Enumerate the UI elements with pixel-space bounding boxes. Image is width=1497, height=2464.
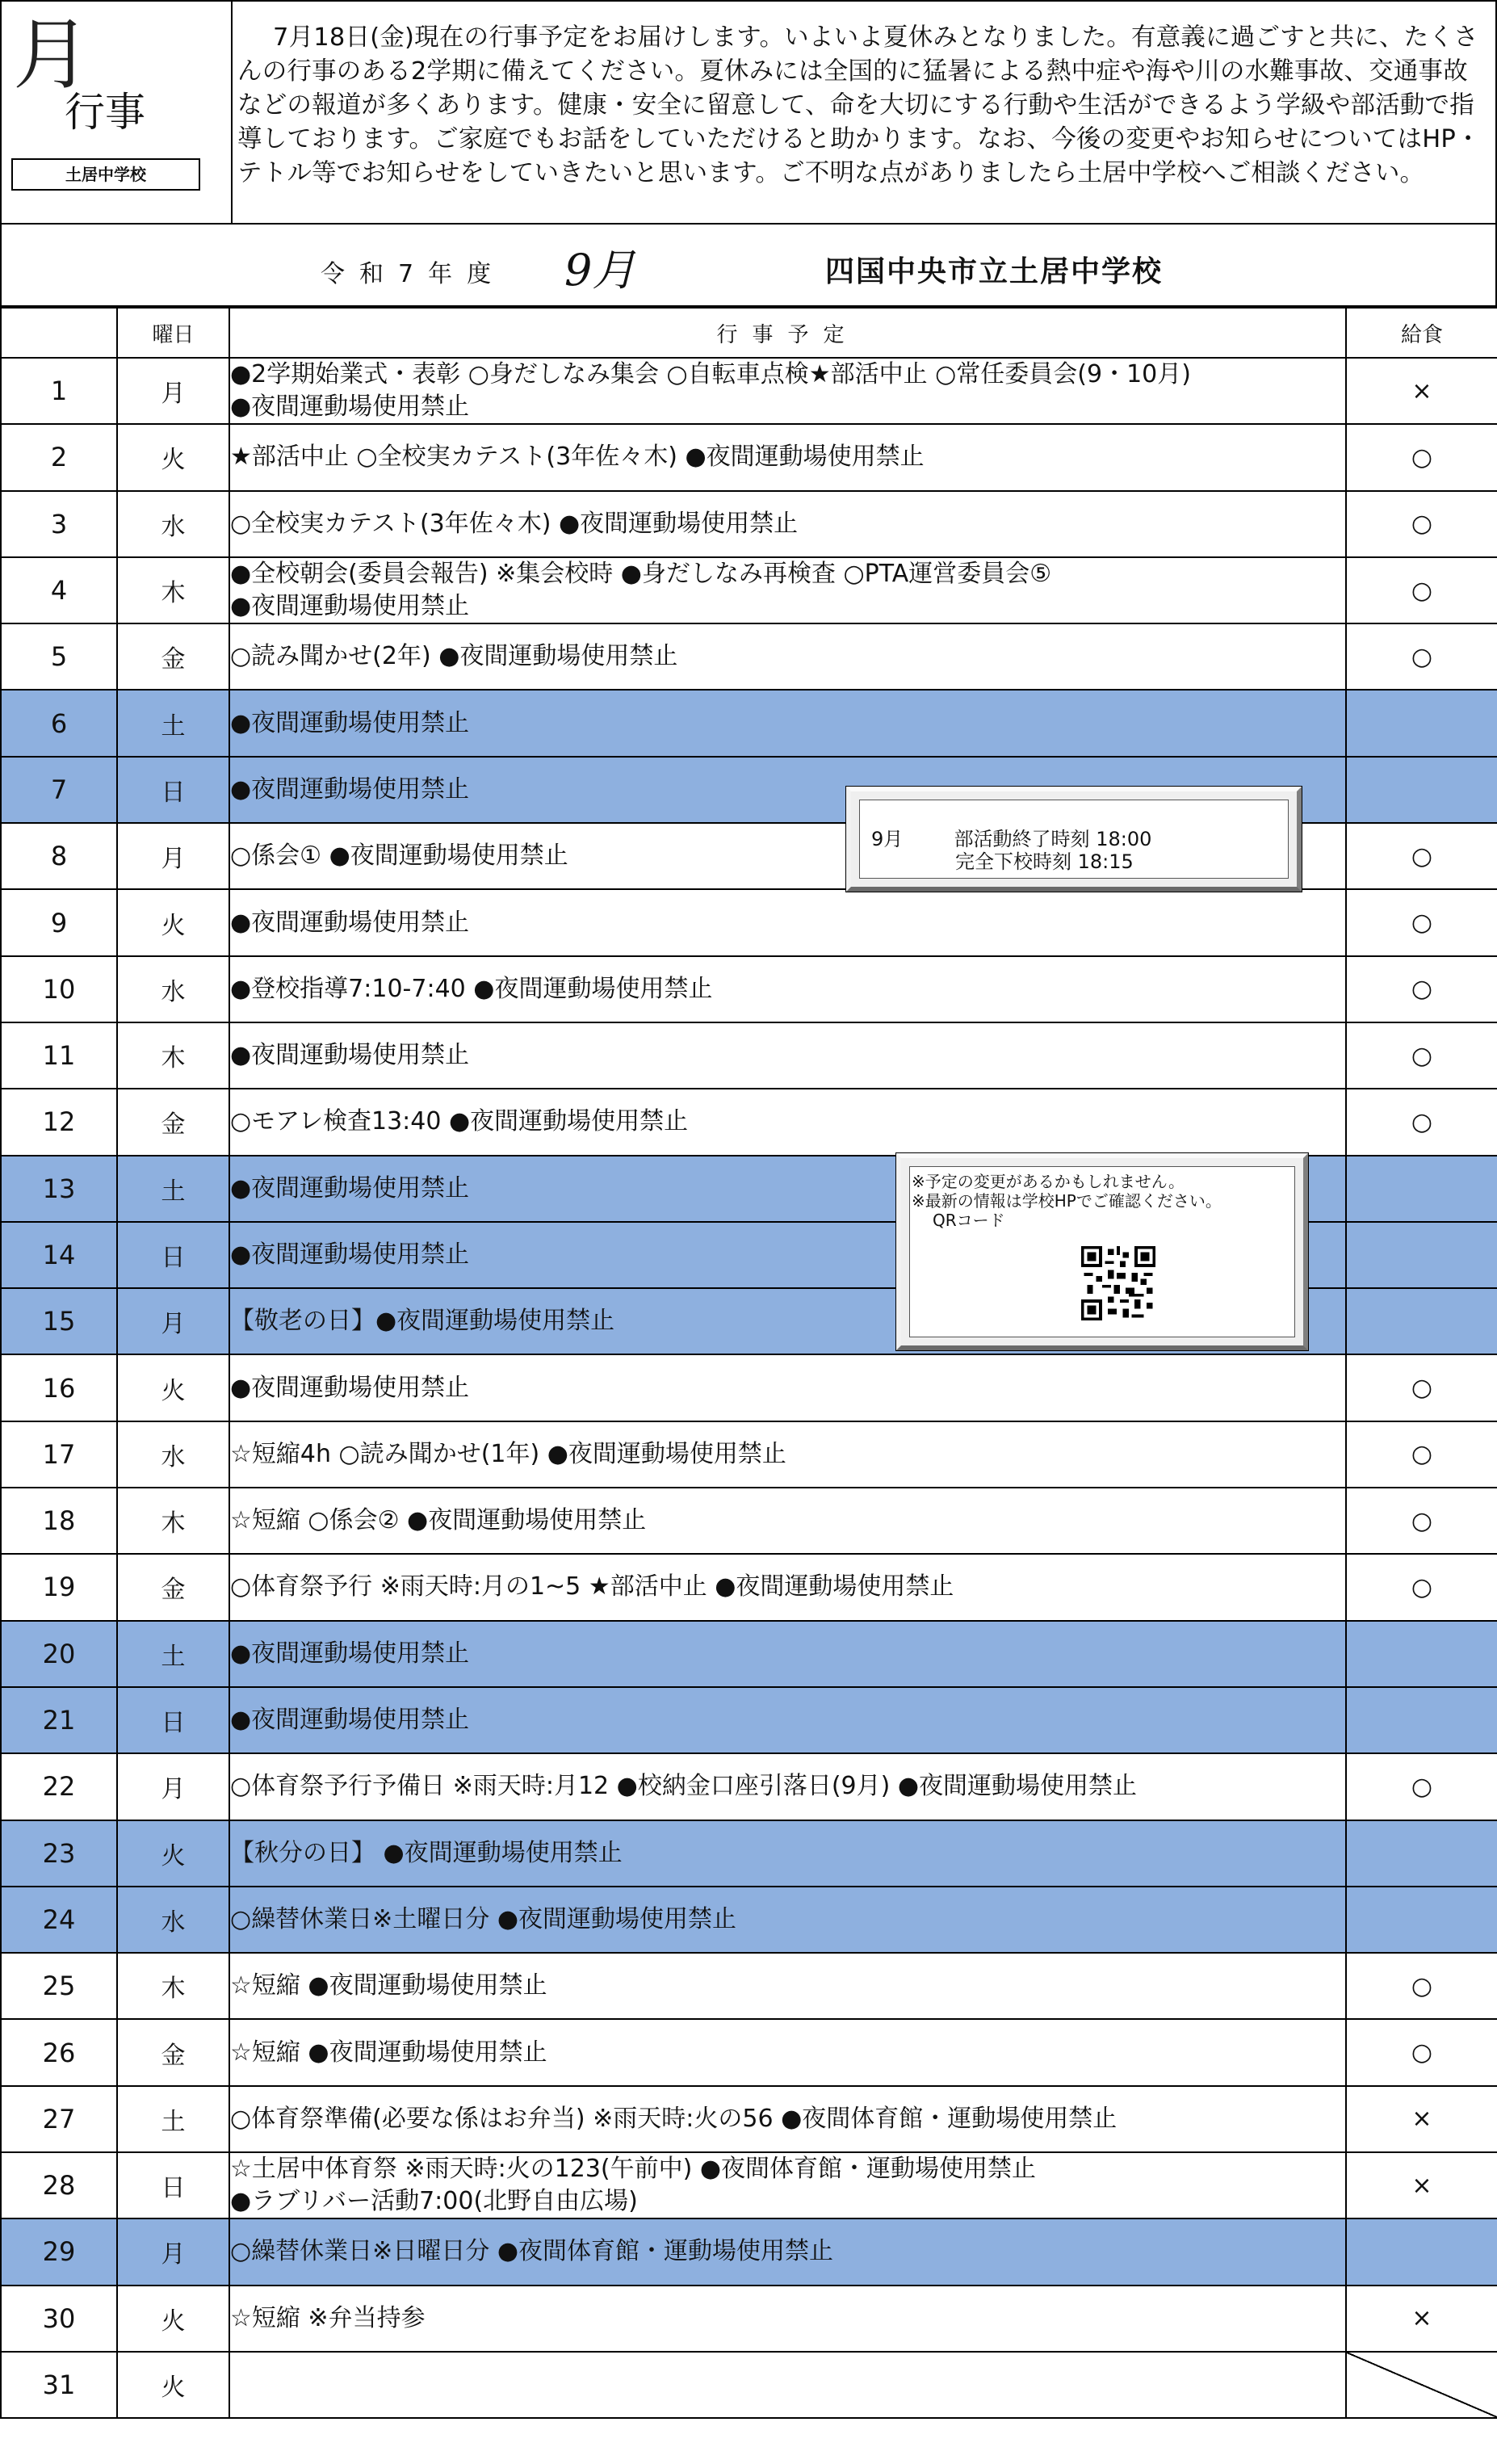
lunch-status bbox=[1346, 1621, 1497, 1687]
lunch-status: ○ bbox=[1346, 1554, 1497, 1620]
weekday: 金 bbox=[117, 2019, 229, 2085]
event-cell bbox=[229, 2286, 1346, 2352]
schedule-row bbox=[1, 956, 1497, 1022]
event-line: ●夜間運動場使用禁止 bbox=[230, 1173, 470, 1203]
col-day-header bbox=[1, 308, 117, 358]
event-line: ☆短縮 ●夜間運動場使用禁止 bbox=[230, 2038, 547, 2067]
schedule-row bbox=[1, 889, 1497, 955]
day-number: 15 bbox=[1, 1288, 117, 1354]
lunch-status bbox=[1346, 757, 1497, 823]
lunch-status: × bbox=[1346, 358, 1497, 424]
schedule-row bbox=[1, 557, 1497, 623]
schedule-row bbox=[1, 2086, 1497, 2152]
day-number: 27 bbox=[1, 2086, 117, 2152]
weekday: 月 bbox=[117, 2218, 229, 2285]
event-line: ○全校実カテスト(3年佐々木) ●夜間運動場使用禁止 bbox=[230, 509, 799, 538]
day-number: 16 bbox=[1, 1354, 117, 1421]
lunch-status bbox=[1346, 1288, 1497, 1354]
event-line: ●夜間運動場使用禁止 bbox=[230, 1706, 470, 1735]
event-cell bbox=[229, 956, 1346, 1022]
event-line: 【秋分の日】 ●夜間運動場使用禁止 bbox=[230, 1838, 623, 1867]
qr-label: QRコード bbox=[933, 1211, 1005, 1230]
lunch-status bbox=[1346, 1887, 1497, 1953]
day-number: 6 bbox=[1, 690, 117, 756]
event-line: ●夜間運動場使用禁止 bbox=[230, 1373, 470, 1402]
day-number: 10 bbox=[1, 956, 117, 1022]
event-line: ○体育祭予行予備日 ※雨天時:月12 ●校納金口座引落日(9月) ●夜間運動場使用禁止 bbox=[230, 1772, 1138, 1801]
schedule-row bbox=[1, 424, 1497, 490]
day-number: 3 bbox=[1, 491, 117, 557]
weekday: 火 bbox=[117, 2286, 229, 2352]
lunch-status: ○ bbox=[1346, 1421, 1497, 1488]
weekday: 月 bbox=[117, 1753, 229, 1820]
weekday: 木 bbox=[117, 1953, 229, 2019]
weekday: 金 bbox=[117, 623, 229, 690]
club-end-time: 部活動終了時刻 18:00 bbox=[954, 828, 1152, 850]
event-line: ○係会① ●夜間運動場使用禁止 bbox=[230, 842, 568, 871]
day-number: 30 bbox=[1, 2286, 117, 2352]
schedule-row bbox=[1, 1820, 1497, 1887]
lunch-status: × bbox=[1346, 2086, 1497, 2152]
event-cell bbox=[229, 358, 1346, 424]
weekday: 木 bbox=[117, 1022, 229, 1089]
day-number: 28 bbox=[1, 2152, 117, 2218]
day-number: 19 bbox=[1, 1554, 117, 1620]
table-header-row bbox=[1, 308, 1497, 358]
lunch-status bbox=[1346, 1687, 1497, 1753]
weekday: 水 bbox=[117, 1421, 229, 1488]
logo-month-glyph: 月 bbox=[13, 10, 90, 100]
lunch-status: ○ bbox=[1346, 889, 1497, 955]
event-line: ●全校朝会(委員会報告) ※集会校時 ●身だしなみ再検査 ○PTA運営委員会⑤ bbox=[230, 560, 1052, 589]
event-line: ○読み聞かせ(2年) ●夜間運動場使用禁止 bbox=[230, 642, 678, 671]
lunch-status bbox=[1346, 1820, 1497, 1887]
weekday: 木 bbox=[117, 1488, 229, 1554]
lunch-status: ○ bbox=[1346, 1488, 1497, 1554]
weekday: 火 bbox=[117, 424, 229, 490]
day-number: 24 bbox=[1, 1887, 117, 1953]
qr-code-icon[interactable] bbox=[1081, 1245, 1155, 1322]
day-number: 22 bbox=[1, 1753, 117, 1820]
event-line: ○繰替休業日※日曜日分 ●夜間体育館・運動場使用禁止 bbox=[230, 2237, 834, 2266]
day-number: 11 bbox=[1, 1022, 117, 1089]
lunch-status: ○ bbox=[1346, 623, 1497, 690]
event-cell bbox=[229, 690, 1346, 756]
schedule-row bbox=[1, 690, 1497, 756]
event-cell bbox=[229, 1621, 1346, 1687]
day-number: 18 bbox=[1, 1488, 117, 1554]
day-number: 25 bbox=[1, 1953, 117, 2019]
schedule-row bbox=[1, 1554, 1497, 1620]
event-cell bbox=[229, 2019, 1346, 2085]
day-number: 14 bbox=[1, 1222, 117, 1288]
schedule-row bbox=[1, 358, 1497, 424]
schedule-row bbox=[1, 2218, 1497, 2285]
event-cell bbox=[229, 2152, 1346, 2218]
lunch-status: × bbox=[1346, 2286, 1497, 2352]
day-number: 2 bbox=[1, 424, 117, 490]
lunch-status: ○ bbox=[1346, 1753, 1497, 1820]
day-number: 7 bbox=[1, 757, 117, 823]
lunch-status: ○ bbox=[1346, 956, 1497, 1022]
lunch-status: × bbox=[1346, 2152, 1497, 2218]
schedule-row bbox=[1, 1022, 1497, 1089]
event-line: ○体育祭予行 ※雨天時:月の1~5 ★部活中止 ●夜間運動場使用禁止 bbox=[230, 1572, 954, 1601]
event-line: ○繰替休業日※土曜日分 ●夜間運動場使用禁止 bbox=[230, 1904, 737, 1933]
lunch-status bbox=[1346, 1222, 1497, 1288]
note-month: 9月 bbox=[871, 828, 904, 850]
event-line: ○モアレ検査13:40 ●夜間運動場使用禁止 bbox=[230, 1107, 689, 1136]
day-number: 9 bbox=[1, 889, 117, 955]
weekday: 土 bbox=[117, 690, 229, 756]
event-cell bbox=[229, 1820, 1346, 1887]
day-number: 12 bbox=[1, 1089, 117, 1155]
lunch-status bbox=[1346, 1156, 1497, 1222]
lunch-status bbox=[1346, 2352, 1497, 2418]
event-cell bbox=[229, 2086, 1346, 2152]
schedule-row bbox=[1, 1953, 1497, 2019]
event-line: ☆土居中体育祭 ※雨天時:火の123(午前中) ●夜間体育館・運動場使用禁止 bbox=[230, 2155, 1037, 2184]
weekday: 土 bbox=[117, 1621, 229, 1687]
lunch-status: ○ bbox=[1346, 1354, 1497, 1421]
weekday: 日 bbox=[117, 757, 229, 823]
event-line: ★部活中止 ○全校実カテスト(3年佐々木) ●夜間運動場使用禁止 bbox=[230, 443, 925, 472]
event-cell bbox=[229, 1753, 1346, 1820]
schedule-row bbox=[1, 1687, 1497, 1753]
note-change-line: ※予定の変更があるかもしれません。 bbox=[912, 1172, 1185, 1191]
day-number: 8 bbox=[1, 823, 117, 889]
lunch-status: ○ bbox=[1346, 491, 1497, 557]
schedule-row bbox=[1, 2152, 1497, 2218]
weekday: 金 bbox=[117, 1089, 229, 1155]
day-number: 23 bbox=[1, 1820, 117, 1887]
event-line: ●夜間運動場使用禁止 bbox=[230, 1041, 470, 1070]
schedule-row bbox=[1, 1887, 1497, 1953]
day-number: 13 bbox=[1, 1156, 117, 1222]
event-cell bbox=[229, 491, 1346, 557]
schedule-row bbox=[1, 1753, 1497, 1820]
event-cell bbox=[229, 1554, 1346, 1620]
schedule-row bbox=[1, 1354, 1497, 1421]
school-tag: 土居中学校 bbox=[11, 158, 200, 191]
weekday: 木 bbox=[117, 557, 229, 623]
lunch-status: ○ bbox=[1346, 557, 1497, 623]
note-website-line: ※最新の情報は学校HPでご確認ください。 bbox=[912, 1191, 1222, 1211]
event-cell bbox=[229, 1421, 1346, 1488]
day-number: 21 bbox=[1, 1687, 117, 1753]
event-line: ●夜間運動場使用禁止 bbox=[230, 708, 470, 737]
event-cell bbox=[229, 2352, 1346, 2418]
weekday: 日 bbox=[117, 1222, 229, 1288]
weekday: 月 bbox=[117, 1288, 229, 1354]
weekday: 水 bbox=[117, 491, 229, 557]
event-cell bbox=[229, 1022, 1346, 1089]
day-number: 29 bbox=[1, 2218, 117, 2285]
weekday: 月 bbox=[117, 823, 229, 889]
weekday: 水 bbox=[117, 1887, 229, 1953]
schedule-row bbox=[1, 1488, 1497, 1554]
schedule-row bbox=[1, 2286, 1497, 2352]
col-plan-header: 行事予定 bbox=[229, 308, 1346, 358]
col-weekday-header: 曜日 bbox=[117, 308, 229, 358]
logo-cell bbox=[2, 2, 233, 223]
leave-time: 完全下校時刻 18:15 bbox=[955, 850, 1134, 873]
col-lunch-header: 給食 bbox=[1346, 308, 1497, 358]
schedule-row bbox=[1, 1089, 1497, 1155]
schedule-row bbox=[1, 623, 1497, 690]
weekday: 土 bbox=[117, 2086, 229, 2152]
event-cell bbox=[229, 1089, 1346, 1155]
event-line: ●夜間運動場使用禁止 bbox=[230, 392, 470, 422]
lunch-status: ○ bbox=[1346, 424, 1497, 490]
logo-events-text: 行事 bbox=[65, 89, 145, 136]
day-number: 20 bbox=[1, 1621, 117, 1687]
schedule-row bbox=[1, 2352, 1497, 2418]
event-line: ●ラブリバー活動7:00(北野自由広場) bbox=[230, 2187, 638, 2216]
event-line: ●夜間運動場使用禁止 bbox=[230, 774, 470, 804]
lunch-status bbox=[1346, 2218, 1497, 2285]
day-number: 4 bbox=[1, 557, 117, 623]
day-number: 1 bbox=[1, 358, 117, 424]
schedule-row bbox=[1, 1421, 1497, 1488]
event-line: ●夜間運動場使用禁止 bbox=[230, 592, 470, 621]
weekday: 火 bbox=[117, 1354, 229, 1421]
schedule-table bbox=[0, 307, 1497, 2419]
event-cell bbox=[229, 2218, 1346, 2285]
event-cell bbox=[229, 1488, 1346, 1554]
weekday: 日 bbox=[117, 2152, 229, 2218]
title-row bbox=[0, 225, 1497, 307]
weekday: 土 bbox=[117, 1156, 229, 1222]
event-line: ●2学期始業式・表彰 ○身だしなみ集会 ○自転車点検★部活中止 ○常任委員会(9・10月) bbox=[230, 360, 1191, 389]
school-name: 四国中央市立土居中学校 bbox=[825, 255, 1164, 288]
day-number: 5 bbox=[1, 623, 117, 690]
day-number: 17 bbox=[1, 1421, 117, 1488]
schedule-row bbox=[1, 491, 1497, 557]
weekday: 水 bbox=[117, 956, 229, 1022]
day-number: 26 bbox=[1, 2019, 117, 2085]
header bbox=[0, 0, 1497, 225]
event-line: ☆短縮 ●夜間運動場使用禁止 bbox=[230, 1971, 547, 2000]
weekday: 月 bbox=[117, 358, 229, 424]
event-cell bbox=[229, 889, 1346, 955]
month-title: 9月 bbox=[564, 245, 636, 296]
event-line: ☆短縮4h ○読み聞かせ(1年) ●夜間運動場使用禁止 bbox=[230, 1439, 786, 1468]
weekday: 火 bbox=[117, 889, 229, 955]
event-line: ☆短縮 ○係会② ●夜間運動場使用禁止 bbox=[230, 1506, 647, 1535]
lunch-status: ○ bbox=[1346, 1953, 1497, 2019]
lunch-status: ○ bbox=[1346, 1022, 1497, 1089]
event-cell bbox=[229, 557, 1346, 623]
weekday: 日 bbox=[117, 1687, 229, 1753]
weekday: 火 bbox=[117, 2352, 229, 2418]
event-line: ○体育祭準備(必要な係はお弁当) ※雨天時:火の56 ●夜間体育館・運動場使用禁止 bbox=[230, 2104, 1118, 2133]
event-cell bbox=[229, 623, 1346, 690]
club-time-note bbox=[846, 787, 1302, 892]
event-cell bbox=[229, 1953, 1346, 2019]
weekday: 火 bbox=[117, 1820, 229, 1887]
lunch-status: ○ bbox=[1346, 823, 1497, 889]
lunch-status bbox=[1346, 690, 1497, 756]
event-cell bbox=[229, 1887, 1346, 1953]
event-cell bbox=[229, 424, 1346, 490]
info-note bbox=[896, 1153, 1308, 1350]
fiscal-year: 令和7年度 bbox=[321, 260, 506, 288]
lunch-status: ○ bbox=[1346, 2019, 1497, 2085]
weekday: 金 bbox=[117, 1554, 229, 1620]
event-line: ☆短縮 ※弁当持参 bbox=[230, 2303, 426, 2332]
day-number: 31 bbox=[1, 2352, 117, 2418]
event-line: ●夜間運動場使用禁止 bbox=[230, 1639, 470, 1668]
event-line: ●登校指導7:10-7:40 ●夜間運動場使用禁止 bbox=[230, 974, 713, 1003]
lunch-status: ○ bbox=[1346, 1089, 1497, 1155]
intro-message: 7月18日(金)現在の行事予定をお届けします。いよいよ夏休みとなりました。有意義に過ごすと共に、たくさんの行事のある2学期に備えてください。夏休みには全国的に猛暑による熱中症や海や川の水難事故、交通事故などの報道が多くあります。健康・安全に留意して、命を大切にする行動や生活ができるよう学級や部活動で指導しております。ご家庭でもお話をしていただけると助かります。なお、今後の変更やお知らせについてはHP・テトル等でお知らせをしていきたいと思います。ご不明な点がありましたら土居中学校へご相談ください。 bbox=[237, 23, 1481, 187]
schedule-row bbox=[1, 2019, 1497, 2085]
event-line: ●夜間運動場使用禁止 bbox=[230, 1240, 470, 1269]
schedule-row bbox=[1, 1621, 1497, 1687]
event-cell bbox=[229, 1687, 1346, 1753]
event-cell bbox=[229, 1354, 1346, 1421]
event-line: 【敬老の日】●夜間運動場使用禁止 bbox=[230, 1307, 615, 1336]
event-line: ●夜間運動場使用禁止 bbox=[230, 908, 470, 937]
